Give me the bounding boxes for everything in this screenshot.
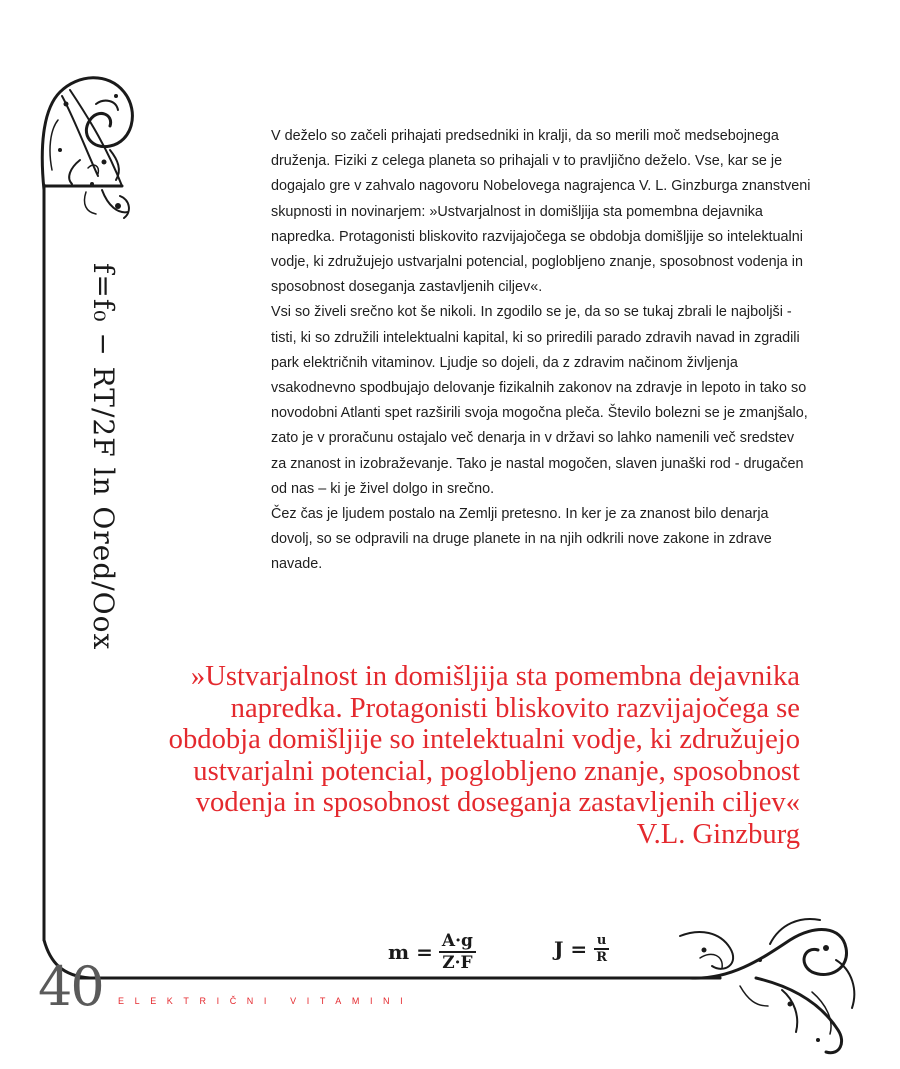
body-text	[271, 124, 811, 578]
bottom-right-scroll-ornament	[680, 919, 854, 1053]
formula-m	[388, 931, 476, 973]
pull-quote	[150, 661, 800, 851]
formula-j-fraction	[593, 933, 610, 965]
bottom-border-line	[44, 940, 720, 978]
pull-quote-text: »Ustvarjalnost in domišljija sta pomembna dejavnika napredka. Protagonisti bliskovito razvijajočega se obdobja domišljije so intelektualni vodje, ki združujejo ustvarjalni potencial, poglobljeno znanje, sposobnost vodenja in sposobnost doseganja zastavljenih ciljev«	[168, 661, 800, 819]
body-paragraph: Vsi so živeli srečno kot še nikoli. In zgodilo se je, da so se tukaj zbrali le najboljši - tisti, ki so združili intelektualni kapital, ki so priredili parado zdravih navad in zgradili park električnih vitaminov. Ljudje so dojeli, da z zdravim načinom življenja vsakodnevno spodbujajo delovanje fizikalnih zakonov na zdravje in lepoto in tako so novodobni Atlanti spet razširili svoja mogočna pleča. Število bolezni se je zmanjšalo, zato je v proračunu ostajalo več denarja in v državi so lahko namenili več sredstev za znanost in izobraževanje. Tako je nastal mogočen, slaven junaški rod - drugačen od nas – ki je živel dolgo in srečno.	[271, 304, 808, 497]
side-formula: f=f₀ − RT/2F ln Ored/Oox	[87, 263, 120, 651]
page-number: 40	[38, 955, 103, 1018]
body-paragraph: V deželo so začeli prihajati predsedniki in kralji, da so merili moč medsebojnega druženja. Fiziki z celega planeta so prihajali v to pravljično deželo. Vse, kar se je dogajalo gre v zahvalo nagovoru Nobelovega nagrajenca V. L. Ginzburga znanstveni skupnosti in novinarjem: »Ustvarjalnost in domišljija sta pomembna dejavnika napredka. Protagonisti bliskovito razvijajočega se obdobja domišljije so intelektualni vodje, ki združujejo ustvarjalni potencial, poglobljeno znanje, sposobnost vodenja in sposobnost doseganja zastavljenih ciljev«.	[271, 128, 811, 296]
formula-j-denominator: R	[596, 950, 607, 965]
formula-m-denominator: Z·F	[442, 953, 473, 973]
pull-quote-author: V.L. Ginzburg	[636, 818, 800, 850]
formula-j-numerator: u	[594, 933, 609, 950]
running-title: ELEKTRIČNI VITAMINI	[118, 996, 414, 1006]
formula-j	[554, 933, 610, 965]
top-left-scroll-ornament	[42, 78, 132, 218]
body-paragraph: Čez čas je ljudem postalo na Zemlji pretesno. In ker je za znanost bilo denarja dovolj, so se odpravili na druge planete in na njih odkrili nove zakone in zdrave navade.	[271, 506, 772, 573]
formula-m-fraction	[439, 931, 476, 973]
formula-m-numerator: A·g	[439, 931, 476, 953]
formula-m-lhs: m =	[388, 940, 433, 964]
formula-j-lhs: J =	[554, 937, 588, 961]
